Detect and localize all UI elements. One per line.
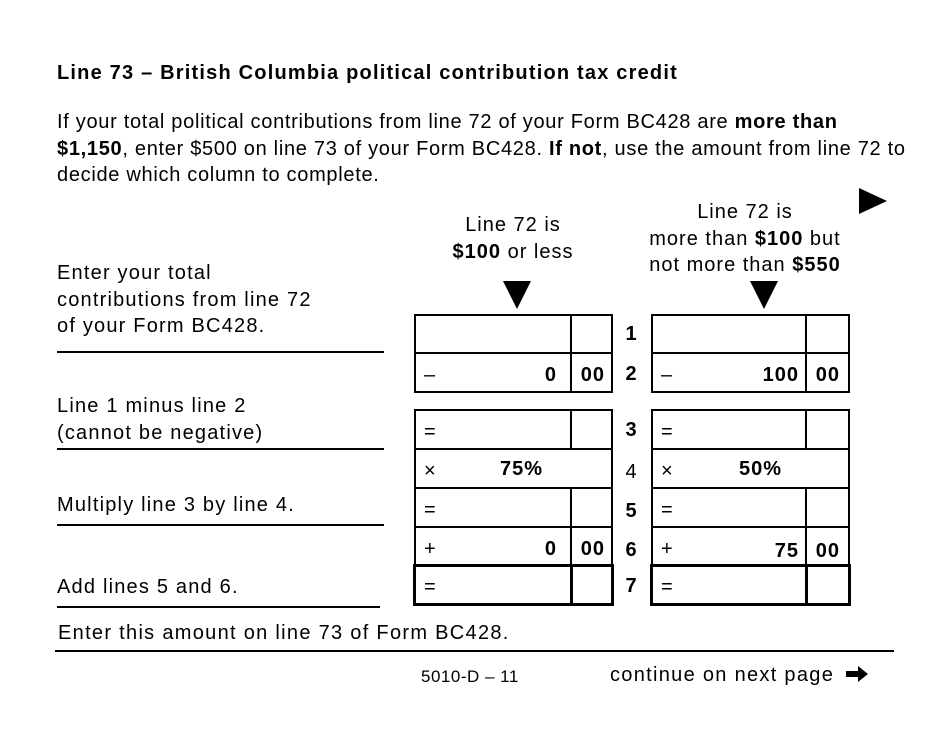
col-a-line7-equals: = bbox=[424, 576, 436, 598]
col-b-line2-minus: – bbox=[661, 364, 673, 386]
column-a-heading-bold: $100 bbox=[452, 240, 502, 263]
arrow-right-bold-icon bbox=[845, 664, 869, 684]
column-b-heading-line2 bbox=[620, 226, 870, 253]
label-minus-line2: (cannot be negative) bbox=[57, 421, 264, 444]
label-enter-total bbox=[57, 260, 312, 340]
arrow-down-icon-b bbox=[750, 281, 778, 309]
col-a-line6-dollars: 0 bbox=[544, 538, 557, 560]
intro-bold-2: If not bbox=[548, 137, 603, 160]
col-b-line2-field bbox=[651, 352, 850, 393]
col-b-line5-equals: = bbox=[661, 499, 673, 521]
column-b-heading-line3 bbox=[620, 252, 870, 279]
label-enter-total-line2: contributions from line 72 bbox=[57, 288, 312, 311]
section-title: Line 73 – British Columbia political contribution tax credit bbox=[57, 62, 678, 84]
intro-text-2: , enter $500 on line 73 of your Form BC428. bbox=[122, 137, 549, 160]
line-number-1: 1 bbox=[625, 323, 637, 345]
col-b-line1-field[interactable] bbox=[651, 314, 850, 354]
column-b-heading-bold2: $550 bbox=[792, 254, 841, 276]
col-b-line4-rate: 50% bbox=[739, 458, 783, 480]
label-multiply: Multiply line 3 by line 4. bbox=[57, 494, 295, 516]
col-a-line3-equals: = bbox=[424, 421, 436, 443]
label-add: Add lines 5 and 6. bbox=[57, 576, 239, 598]
col-b-line3-equals: = bbox=[661, 421, 673, 443]
col-b-line6-plus: + bbox=[661, 538, 673, 560]
continue-link[interactable] bbox=[610, 664, 869, 687]
label-minus-line1: Line 1 minus line 2 bbox=[57, 395, 247, 417]
column-b-heading-mid: but bbox=[803, 227, 841, 250]
col-b-line7-field[interactable] bbox=[650, 564, 851, 606]
form-code: 5010-D – 11 bbox=[421, 667, 519, 686]
col-a-line6-field bbox=[414, 526, 613, 567]
label-enter-total-line1: Enter your total bbox=[57, 262, 212, 284]
col-a-line6-cents: 00 bbox=[580, 538, 605, 560]
col-b-line5-field[interactable] bbox=[651, 487, 850, 528]
arrow-down-icon-a bbox=[503, 281, 531, 309]
continue-text: continue on next page bbox=[610, 664, 835, 686]
col-b-line6-field bbox=[651, 526, 850, 567]
column-b-heading-bold1: $100 bbox=[754, 227, 804, 250]
rule-line-1 bbox=[57, 351, 384, 353]
col-b-line7-equals: = bbox=[661, 576, 673, 598]
intro-text-3: , use the amount from line 72 to decide which column to complete. bbox=[57, 137, 906, 186]
col-a-line7-field[interactable] bbox=[413, 564, 614, 606]
column-a-heading-rest: or less bbox=[501, 240, 574, 263]
col-b-line6-cents: 00 bbox=[815, 540, 840, 562]
col-a-line5-field[interactable] bbox=[414, 487, 613, 528]
col-b-line6-dollars: 75 bbox=[774, 540, 799, 562]
col-a-line2-minus: – bbox=[424, 364, 436, 386]
col-b-line3-field[interactable] bbox=[651, 409, 850, 450]
label-enter-amount: Enter this amount on line 73 of Form BC428. bbox=[58, 622, 510, 644]
column-a-heading bbox=[414, 212, 612, 265]
line-number-6: 6 bbox=[625, 539, 637, 561]
col-a-line4-field bbox=[414, 448, 613, 489]
intro-bold-1: more than $1,150 bbox=[57, 111, 838, 160]
line-number-5: 5 bbox=[625, 500, 637, 522]
label-minus bbox=[57, 393, 263, 446]
col-b-line2-cents: 00 bbox=[815, 364, 840, 386]
intro-paragraph bbox=[57, 109, 907, 189]
rule-line-5 bbox=[57, 524, 384, 526]
label-enter-total-line3: of your Form BC428. bbox=[57, 315, 266, 337]
rule-bottom bbox=[55, 650, 894, 652]
line-number-3: 3 bbox=[625, 419, 637, 441]
col-b-line4-times: × bbox=[661, 460, 673, 482]
column-b-heading bbox=[620, 199, 870, 279]
line-number-4: 4 bbox=[625, 461, 637, 483]
col-b-line2-dollars: 100 bbox=[762, 364, 799, 386]
column-b-heading-pre2: not more than bbox=[649, 254, 793, 276]
rule-line-7 bbox=[57, 606, 380, 608]
column-b-heading-line1: Line 72 is bbox=[697, 201, 793, 223]
col-a-line4-times: × bbox=[424, 460, 436, 482]
col-a-line6-plus: + bbox=[424, 538, 436, 560]
col-a-line3-field[interactable] bbox=[414, 409, 613, 450]
line-number-7: 7 bbox=[625, 575, 637, 597]
intro-text-1: If your total political contributions from line 72 of your Form BC428 are bbox=[57, 111, 735, 133]
line-number-2: 2 bbox=[625, 363, 637, 385]
col-a-line4-rate: 75% bbox=[500, 458, 544, 480]
col-a-line2-dollars: 0 bbox=[544, 364, 557, 386]
column-a-heading-line1: Line 72 is bbox=[465, 214, 561, 236]
column-a-heading-line2 bbox=[414, 239, 612, 266]
col-a-line2-field bbox=[414, 352, 613, 393]
column-b-heading-pre: more than bbox=[649, 227, 755, 250]
col-a-line5-equals: = bbox=[424, 499, 436, 521]
col-a-line1-field[interactable] bbox=[414, 314, 613, 354]
rule-line-3 bbox=[57, 448, 384, 450]
col-a-line2-cents: 00 bbox=[580, 364, 605, 386]
col-b-line4-field bbox=[651, 448, 850, 489]
